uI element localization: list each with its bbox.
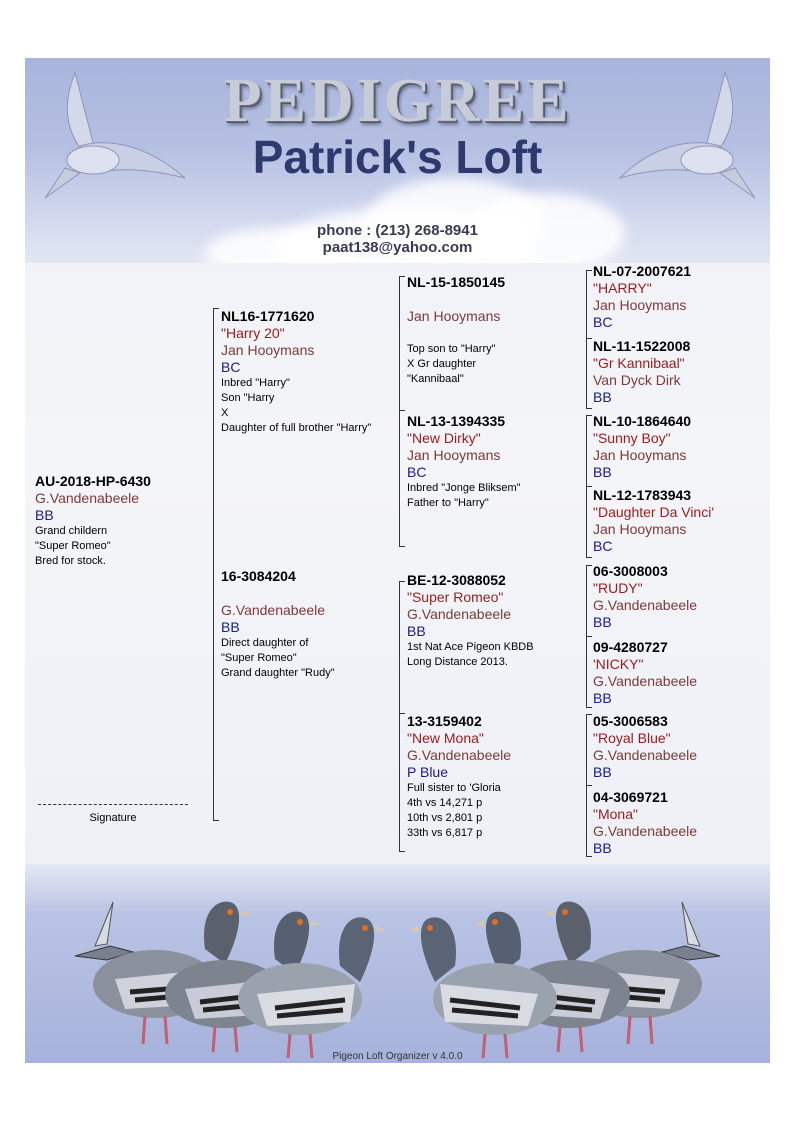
gen4-7-ring: 05-3006583	[593, 713, 668, 729]
sire-note-1: Inbred "Harry"	[221, 377, 290, 389]
gen3-1-name	[407, 291, 582, 308]
gen4-2-name: "Gr Kannibaal"	[593, 355, 685, 371]
signature-label: Signature	[89, 812, 137, 824]
dam-note-2: "Super Romeo"	[221, 652, 297, 664]
gen4-4-breeder: Jan Hooymans	[593, 521, 687, 537]
subject-note-2: "Super Romeo"	[35, 540, 111, 552]
subject-note-3: Bred for stock.	[35, 555, 106, 567]
gen4-2-breeder: Van Dyck Dirk	[593, 372, 681, 388]
phone-number: phone : (213) 268-8941	[317, 222, 478, 239]
gen4-3-ring: NL-10-1864640	[593, 413, 692, 429]
connector-gen3-lower-bottom	[399, 851, 405, 852]
signature-line	[38, 804, 188, 805]
connector-gen3-lower-top	[399, 581, 405, 582]
gen3-4-note-2: 4th vs 14,271 p	[407, 797, 483, 809]
sire-note-4: Daughter of full brother "Harry"	[221, 422, 372, 434]
pedigree-sheet	[25, 58, 770, 1063]
gen4-8-ring: 04-3069721	[593, 789, 668, 805]
sire-name: "Harry 20"	[221, 325, 285, 341]
loft-name: Patrick's Loft	[252, 131, 543, 183]
software-version: Pigeon Loft Organizer v 4.0.0	[332, 1051, 463, 1062]
gen3-4-name: "New Mona"	[407, 730, 484, 746]
dam-color: BB	[221, 619, 240, 635]
connector-gen2-top	[213, 308, 219, 309]
gen3-pigeon-4	[407, 713, 582, 841]
connector-gen2-bottom	[213, 820, 219, 821]
connector-gen4-1	[586, 270, 587, 408]
gen4-pigeon-8	[593, 789, 768, 857]
email-address: paat138@yahoo.com	[322, 239, 473, 256]
gen3-4-note-1: Full sister to 'Gloria	[407, 782, 501, 794]
connector-gen4-1-top	[586, 270, 592, 271]
sire-breeder: Jan Hooymans	[221, 342, 315, 358]
gen4-1-ring: NL-07-2007621	[593, 263, 692, 279]
gen4-pigeon-4	[593, 487, 768, 555]
gen4-7-name: "Royal Blue"	[593, 730, 671, 746]
connector-gen2	[213, 308, 214, 820]
gen4-pigeon-7	[593, 713, 768, 781]
gen4-1-name: "HARRY"	[593, 280, 652, 296]
gen4-3-name: "Sunny Boy"	[593, 430, 671, 446]
sire-note-2: Son "Harry	[221, 392, 275, 404]
subject-breeder: G.Vandenabeele	[35, 490, 140, 506]
gen4-5-breeder: G.Vandenabeele	[593, 597, 698, 613]
gen3-3-note-1: 1st Nat Ace Pigeon KBDB	[407, 641, 534, 653]
gen3-pigeon-1	[407, 274, 582, 387]
gen4-4-ring: NL-12-1783943	[593, 487, 692, 503]
connector-gen4-4-mid	[586, 785, 592, 786]
sire-note-3: X	[221, 407, 229, 419]
gen3-2-ring: NL-13-1394335	[407, 413, 506, 429]
pigeons-group-right-icon	[390, 874, 760, 1063]
connector-gen4-4-top	[586, 714, 592, 715]
connector-gen4-4-bottom	[586, 856, 592, 857]
connector-gen4-2-bottom	[586, 557, 592, 558]
gen4-3-breeder: Jan Hooymans	[593, 447, 687, 463]
gen4-1-breeder: Jan Hooymans	[593, 297, 687, 313]
gen4-8-name: "Mona"	[593, 806, 638, 822]
connector-gen4-3-bottom	[586, 707, 592, 708]
gen3-2-note-1: Inbred "Jonge Bliksem"	[407, 482, 521, 494]
gen4-2-ring: NL-11-1522008	[593, 338, 691, 354]
gen4-1-color: BC	[593, 314, 613, 330]
gen3-4-color: P Blue	[407, 764, 448, 780]
gen3-3-color: BB	[407, 623, 426, 639]
gen4-5-ring: 06-3008003	[593, 563, 668, 579]
dam-note-1: Direct daughter of	[221, 637, 309, 649]
gen3-3-name: "Super Romeo"	[407, 589, 504, 605]
gen4-3-color: BB	[593, 464, 612, 480]
gen4-7-color: BB	[593, 764, 612, 780]
sire-color: BC	[221, 359, 241, 375]
gen3-1-note-2: X Gr daughter	[407, 358, 477, 370]
gen3-4-ring: 13-3159402	[407, 713, 482, 729]
connector-gen3-lower	[399, 581, 400, 851]
gen3-3-breeder: G.Vandenabeele	[407, 606, 512, 622]
gen3-1-color	[407, 325, 582, 342]
gen3-2-breeder: Jan Hooymans	[407, 447, 501, 463]
sire-ring: NL16-1771620	[221, 308, 315, 324]
gen4-5-color: BB	[593, 614, 612, 630]
gen3-pigeon-2	[407, 413, 582, 511]
gen4-4-name: "Daughter Da Vinci'	[593, 504, 715, 520]
connector-gen3-upper-top	[399, 276, 405, 277]
gen4-5-name: "RUDY"	[593, 580, 643, 596]
gen4-8-color: BB	[593, 840, 612, 856]
connector-gen3-upper-mid	[399, 410, 405, 411]
gen4-2-color: BB	[593, 389, 612, 405]
connector-gen4-1-mid	[586, 338, 592, 339]
subject-note-1: Grand childern	[35, 525, 108, 537]
subject-pigeon	[35, 473, 205, 569]
footer-banner	[25, 864, 770, 1063]
dam-pigeon	[221, 568, 396, 681]
dam-breeder: G.Vandenabeele	[221, 602, 326, 618]
gen3-1-ring: NL-15-1850145	[407, 274, 506, 290]
header-banner	[25, 58, 770, 263]
gen4-6-color: BB	[593, 690, 612, 706]
connector-gen4-3-mid	[586, 636, 592, 637]
gen4-6-name: 'NICKY"	[593, 656, 644, 672]
dam-name-blank	[221, 585, 396, 602]
gen4-pigeon-6	[593, 639, 768, 707]
gen3-pigeon-3	[407, 572, 582, 670]
connector-gen4-3-top	[586, 565, 592, 566]
gen4-4-color: BC	[593, 538, 613, 554]
pigeons-group-left-icon	[35, 874, 405, 1063]
subject-color: BB	[35, 507, 54, 523]
gen3-3-note-2: Long Distance 2013.	[407, 656, 508, 668]
gen3-4-breeder: G.Vandenabeele	[407, 747, 512, 763]
gen3-1-note-3: "Kannibaal"	[407, 373, 464, 385]
gen3-2-name: "New Dirky"	[407, 430, 481, 446]
gen4-7-breeder: G.Vandenabeele	[593, 747, 698, 763]
gen3-1-breeder: Jan Hooymans	[407, 308, 501, 324]
gen3-2-color: BC	[407, 464, 427, 480]
gen4-pigeon-5	[593, 563, 768, 631]
gen4-pigeon-1	[593, 263, 768, 331]
pedigree-title: PEDIGREE	[223, 67, 572, 135]
gen4-8-breeder: G.Vandenabeele	[593, 823, 698, 839]
gen4-6-ring: 09-4280727	[593, 639, 668, 655]
gen3-4-note-4: 33th vs 6,817 p	[407, 827, 483, 839]
connector-gen3-lower-mid	[399, 713, 405, 714]
gen3-1-note-1: Top son to "Harry"	[407, 343, 496, 355]
connector-gen4-2-top	[586, 415, 592, 416]
connector-gen4-2-mid	[586, 486, 592, 487]
dam-note-3: Grand daughter "Rudy"	[221, 667, 335, 679]
gen4-6-breeder: G.Vandenabeele	[593, 673, 698, 689]
connector-gen4-1-bottom	[586, 408, 592, 409]
gen3-3-ring: BE-12-3088052	[407, 572, 506, 588]
gen3-4-note-3: 10th vs 2,801 p	[407, 812, 483, 824]
gen3-2-note-2: Father to "Harry"	[407, 497, 489, 509]
sire-pigeon	[221, 308, 396, 436]
gen4-pigeon-3	[593, 413, 768, 481]
subject-ring: AU-2018-HP-6430	[35, 473, 151, 489]
gen4-pigeon-2	[593, 338, 768, 406]
connector-gen3-upper	[399, 276, 400, 546]
connector-gen3-upper-bottom	[399, 546, 405, 547]
dam-ring: 16-3084204	[221, 568, 296, 584]
